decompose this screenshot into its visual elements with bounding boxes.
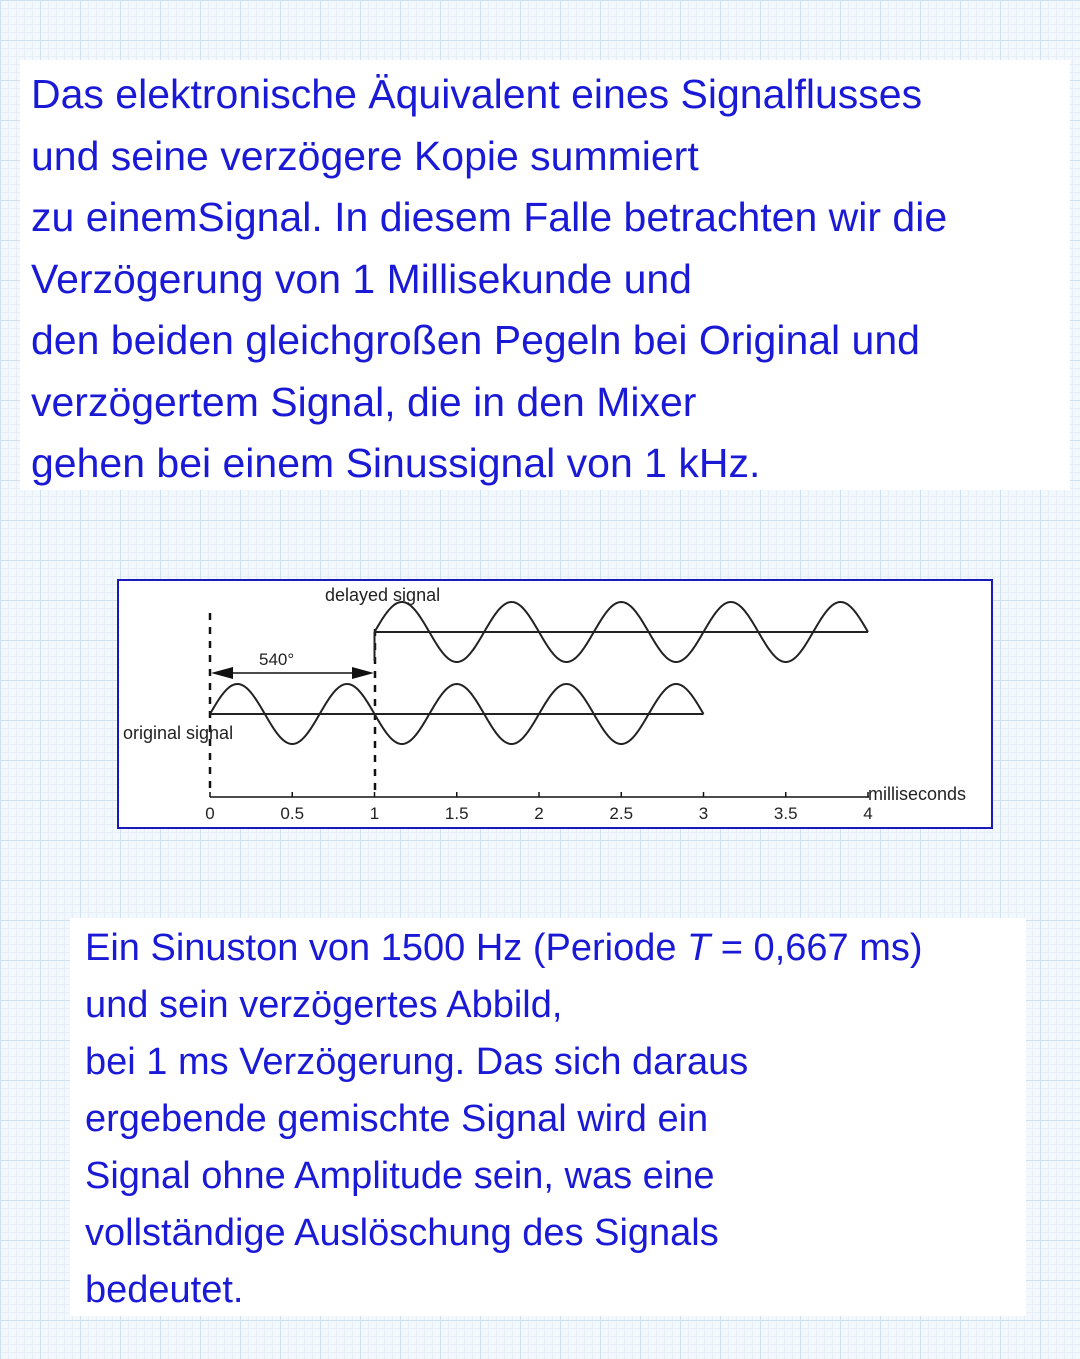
intro-line: den beiden gleichgroßen Pegeln bei Original und — [31, 317, 920, 363]
signal-delay-figure — [117, 579, 993, 829]
explanation-line: bei 1 ms Verzögerung. Das sich daraus — [85, 1041, 749, 1083]
intro-line: gehen bei einem Sinussignal von 1 kHz. — [31, 440, 761, 486]
intro-line: Das elektronische Äquivalent eines Signalflusses — [31, 71, 923, 117]
intro-line: verzögertem Signal, die in den Mixer — [31, 378, 697, 425]
period-symbol: T — [687, 927, 711, 969]
intro-paragraph — [31, 64, 1071, 495]
axis-tick-label: 2.5 — [609, 804, 634, 823]
explanation-line-1 — [85, 920, 1025, 977]
explanation-line: Signal ohne Amplitude sein, was eine — [85, 1155, 715, 1197]
axis-tick-label: 3.5 — [773, 804, 798, 823]
intro-line: und seine verzögere Kopie summiert — [31, 132, 699, 179]
explanation-line: ergebende gemischte Signal wird ein — [85, 1098, 709, 1140]
signal-diagram — [119, 581, 991, 827]
explanation-line-1-pre: Ein Sinuston von 1500 Hz (Periode — [85, 927, 688, 969]
axis-tick-label: 1 — [369, 804, 380, 823]
axis-unit-label: milliseconds — [868, 784, 967, 804]
axis-tick-label: 3 — [698, 804, 709, 823]
axis-tick-label: 2 — [534, 804, 544, 823]
explanation-line: und sein verzögertes Abbild, — [85, 984, 563, 1026]
axis-tick-label: 4 — [863, 804, 873, 823]
original-signal-label: original signal — [123, 723, 234, 743]
axis-tick-label: 1.5 — [444, 804, 469, 823]
delayed-signal-label: delayed signal — [325, 585, 441, 605]
explanation-line-1-post: = 0,667 ms) — [710, 927, 923, 969]
intro-line: zu einemSignal. In diesem Falle betrachten wir die — [31, 194, 948, 240]
phase-arrow-left-head — [211, 667, 233, 679]
phase-arrow-right-head — [352, 667, 374, 679]
explanation-paragraph — [85, 920, 1025, 1319]
explanation-line: vollständige Auslöschung des Signals — [85, 1212, 719, 1254]
phase-label: 540° — [259, 650, 295, 669]
explanation-line: bedeutet. — [85, 1269, 244, 1311]
axis-tick-label: 0 — [205, 804, 215, 823]
axis-tick-label: 0.5 — [280, 804, 305, 823]
intro-line: Verzögerung von 1 Millisekunde und — [31, 255, 692, 302]
